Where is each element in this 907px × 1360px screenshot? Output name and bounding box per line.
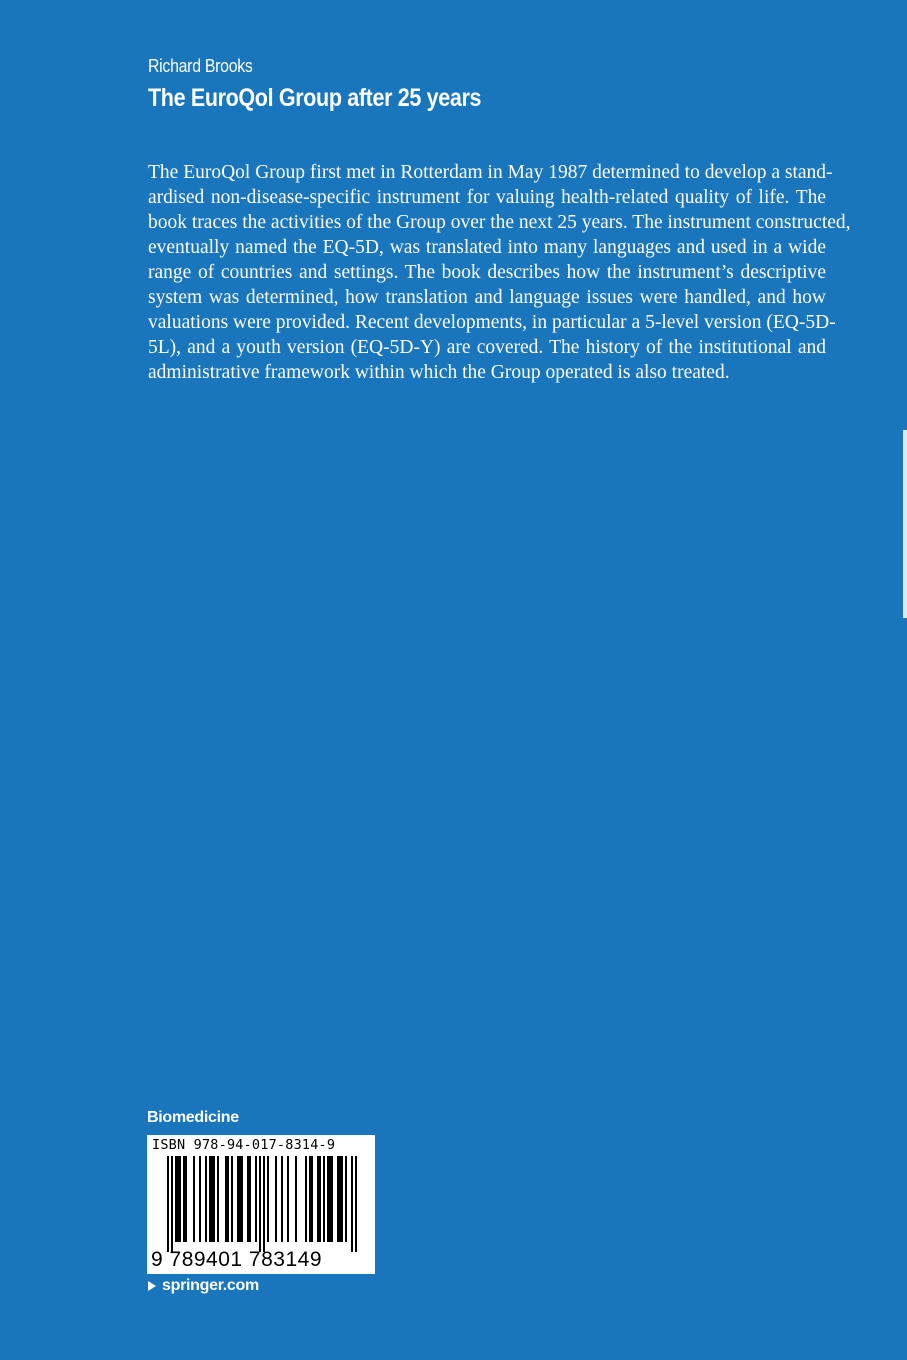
isbn-barcode <box>147 1135 375 1274</box>
arrow-right-icon <box>148 1281 156 1291</box>
barcode-bar <box>247 1156 249 1242</box>
description-line: The EuroQol Group first met in Rotterdam in May 1987 determined to develop a stand- <box>148 162 833 183</box>
barcode-bar <box>311 1156 313 1242</box>
description-line: valuations were provided. Recent developments, in particular a 5-level version (EQ-5D- <box>148 312 836 333</box>
barcode-bar <box>241 1156 243 1242</box>
description-line: book traces the activities of the Group over the next 25 years. The instrument constructed, <box>148 212 851 233</box>
barcode-bar <box>255 1156 257 1242</box>
barcode-bar <box>217 1156 219 1242</box>
description-line: 5L), and a youth version (EQ-5D-Y) are covered. The history of the institutional and <box>148 337 826 358</box>
barcode-bar <box>183 1156 185 1242</box>
barcode-bar <box>249 1156 251 1242</box>
barcode-bar <box>317 1156 319 1242</box>
barcode-bar <box>263 1156 265 1252</box>
publisher-url: springer.com <box>162 1277 259 1294</box>
barcode-bar <box>205 1156 207 1242</box>
barcode-bar <box>275 1156 277 1242</box>
barcode-bar <box>337 1156 339 1242</box>
barcode-bar <box>213 1156 215 1242</box>
barcode-bars <box>167 1156 357 1252</box>
page-edge-strip <box>903 430 907 618</box>
description-line: range of countries and settings. The book describes how the instrument’s descriptive <box>148 262 826 283</box>
barcode-bar <box>193 1156 195 1242</box>
barcode-bar <box>345 1156 347 1242</box>
category-label: Biomedicine <box>147 1109 239 1126</box>
barcode-bar <box>211 1156 213 1242</box>
book-description <box>148 160 851 385</box>
barcode-bar <box>179 1156 181 1242</box>
barcode-bar <box>281 1156 283 1242</box>
barcode-bar <box>309 1156 311 1242</box>
barcode-bar <box>351 1156 353 1252</box>
isbn-label: ISBN 978-94-017-8314-9 <box>152 1137 336 1153</box>
barcode-bar <box>175 1156 177 1242</box>
barcode-bar <box>329 1156 331 1242</box>
barcode-bar <box>327 1156 329 1242</box>
barcode-bar <box>305 1156 307 1242</box>
barcode-bar <box>295 1156 297 1242</box>
description-line: system was determined, how translation and language issues were handled, and how <box>148 287 826 308</box>
publisher-link[interactable] <box>148 1277 259 1295</box>
description-line: administrative framework within which the Group operated is also treated. <box>148 362 730 383</box>
description-line: eventually named the EQ-5D, was translated into many languages and used in a wide <box>148 237 826 258</box>
barcode-bar <box>259 1156 261 1252</box>
author-name: Richard Brooks <box>148 56 253 76</box>
barcode-bar <box>225 1156 227 1242</box>
book-title: The EuroQol Group after 25 years <box>148 84 482 112</box>
barcode-bar <box>209 1156 211 1242</box>
barcode-bar <box>227 1156 229 1242</box>
barcode-bar <box>331 1156 333 1242</box>
barcode-bar <box>171 1156 173 1252</box>
barcode-bar <box>339 1156 341 1242</box>
barcode-bar <box>341 1156 343 1242</box>
barcode-bar <box>237 1156 239 1242</box>
barcode-bar <box>185 1156 187 1242</box>
barcode-bar <box>167 1156 169 1252</box>
barcode-bar <box>287 1156 289 1242</box>
barcode-bar <box>323 1156 325 1242</box>
barcode-bar <box>177 1156 179 1242</box>
barcode-digits: 9 789401 783149 <box>151 1248 322 1271</box>
barcode-bar <box>199 1156 201 1242</box>
barcode-bar <box>267 1156 269 1242</box>
barcode-bar <box>231 1156 233 1242</box>
description-line: ardised non-disease-specific instrument for valuing health-related quality of life. The <box>148 187 826 208</box>
barcode-bar <box>319 1156 321 1242</box>
barcode-bar <box>239 1156 241 1242</box>
barcode-bar <box>355 1156 357 1252</box>
